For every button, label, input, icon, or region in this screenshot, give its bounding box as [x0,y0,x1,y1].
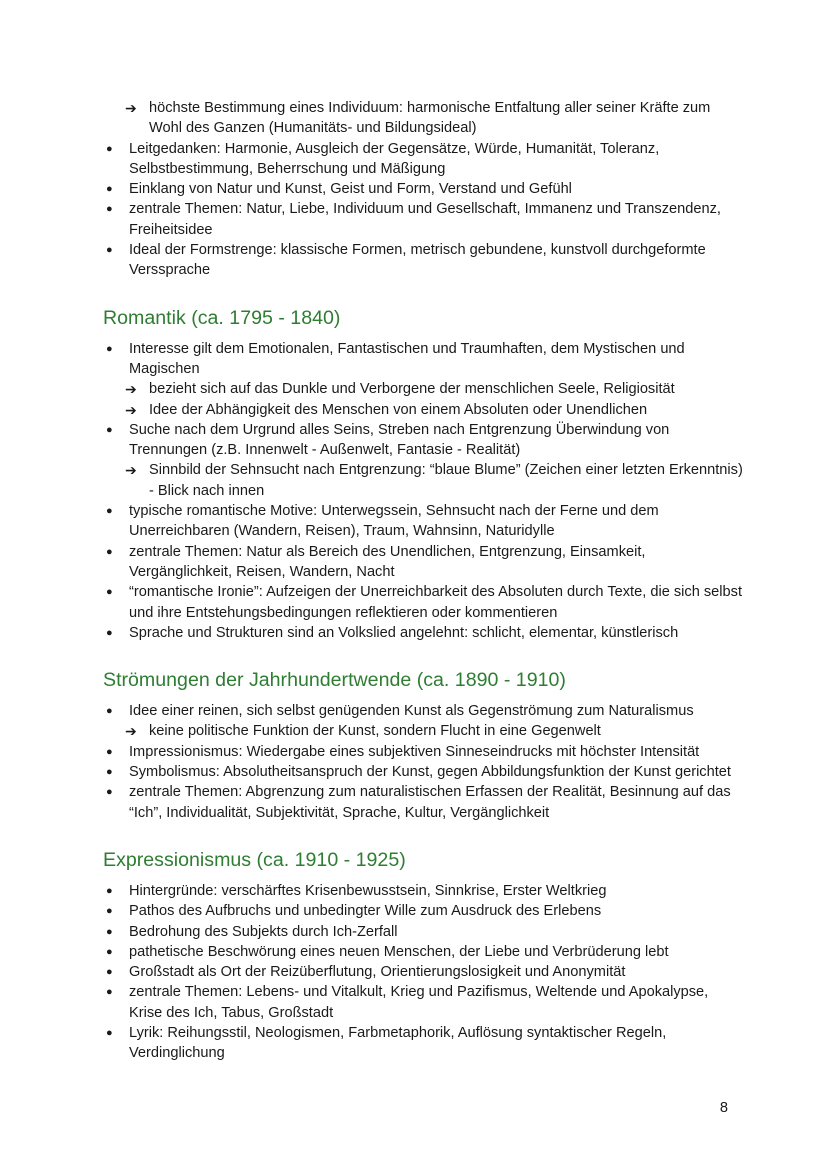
arrow-list-item: ➔ Sinnbild der Sehnsucht nach Entgrenzung: “blaue Blume” (Zeichen einer letzten Erkenntnis) - Blick nach innen [103,460,743,501]
bullet-list-item: ● Ideal der Formstrenge: klassische Formen, metrisch gebundene, kunstvoll durchgeformte Verssprache [103,240,743,281]
arrow-list-item: ➔ höchste Bestimmung eines Individuum: harmonische Entfaltung aller seiner Kräfte zum Wohl des Ganzen (Humanitäts- und Bildungsideal) [103,98,743,139]
bullet-list-item: ● zentrale Themen: Abgrenzung zum naturalistischen Erfassen der Realität, Besinnung auf das “Ich”, Individualität, Subjektivität, Sprache, Kultur, Vergänglichkeit [103,782,743,823]
bullet-list-item: ● Symbolismus: Absolutheitsanspruch der Kunst, gegen Abbildungsfunktion der Kunst gerichtet [103,762,743,782]
bullet-list-item: ● Sprache und Strukturen sind an Volkslied angelehnt: schlicht, elementar, künstlerisch [103,623,743,643]
section-heading: Strömungen der Jahrhundertwende (ca. 1890 - 1910) [103,669,566,692]
bullet-list-item: ● pathetische Beschwörung eines neuen Menschen, der Liebe und Verbrüderung lebt [103,942,743,962]
bullet-list-item: ● zentrale Themen: Natur als Bereich des Unendlichen, Entgrenzung, Einsamkeit, Vergänglichkeit, Reisen, Wandern, Nacht [103,542,743,583]
arrow-list-item: ➔ Idee der Abhängigkeit des Menschen von einem Absoluten oder Unendlichen [103,400,743,420]
bullet-list-item: ● Pathos des Aufbruchs und unbedingter Wille zum Ausdruck des Erlebens [103,901,743,921]
bullet-list-item: ● Lyrik: Reihungsstil, Neologismen, Farbmetaphorik, Auflösung syntaktischer Regeln, Verdinglichung [103,1023,743,1064]
section [103,305,743,643]
bullet-list-item: ● Suche nach dem Urgrund alles Seins, Streben nach Entgrenzung Überwindung von Trennungen (z.B. Innenwelt - Außenwelt, Fantasie - Realität) [103,420,743,461]
section-list [103,701,743,823]
bullet-list-item: ● “romantische Ironie”: Aufzeigen der Unerreichbarkeit des Absoluten durch Texte, die sich selbst und ihre Entstehungsbedingungen reflektieren oder kommentieren [103,582,743,623]
bullet-list-item: ● Bedrohung des Subjekts durch Ich-Zerfall [103,922,743,942]
bullet-list-item: ● Einklang von Natur und Kunst, Geist und Form, Verstand und Gefühl [103,179,743,199]
section-heading: Expressionismus (ca. 1910 - 1925) [103,848,406,871]
bullet-list-item: ● zentrale Themen: Lebens- und Vitalkult, Krieg und Pazifismus, Weltende und Apokalypse, Krise des Ich, Tabus, Großstadt [103,982,743,1023]
sections-container [103,305,743,1064]
page-number: 8 [719,1100,728,1116]
section-list [103,339,743,643]
bullet-list-item: ● zentrale Themen: Natur, Liebe, Individuum und Gesellschaft, Immanenz und Transzendenz, Freiheitsidee [103,199,743,240]
bullet-list-item: ● Interesse gilt dem Emotionalen, Fantastischen und Traumhaften, dem Mystischen und Magischen [103,339,743,380]
section-list [103,881,743,1064]
bullet-list-item: ● typische romantische Motive: Unterwegssein, Sehnsucht nach der Ferne und dem Unerreichbaren (Wandern, Reisen), Traum, Wahnsinn, Naturidylle [103,501,743,542]
bullet-list-item: ● Idee einer reinen, sich selbst genügenden Kunst als Gegenströmung zum Naturalismus [103,701,743,721]
section [103,847,743,1064]
bullet-list-item: ● Großstadt als Ort der Reizüberflutung, Orientierungslosigkeit und Anonymität [103,962,743,982]
arrow-list-item: ➔ keine politische Funktion der Kunst, sondern Flucht in eine Gegenwelt [103,721,743,741]
arrow-list-item: ➔ bezieht sich auf das Dunkle und Verborgene der menschlichen Seele, Religiosität [103,379,743,399]
bullet-list-item: ● Leitgedanken: Harmonie, Ausgleich der Gegensätze, Würde, Humanität, Toleranz, Selbstbestimmung, Beherrschung und Mäßigung [103,139,743,180]
page-content [103,98,743,1064]
bullet-list-item: ● Hintergründe: verschärftes Krisenbewusstsein, Sinnkrise, Erster Weltkrieg [103,881,743,901]
section [103,667,743,823]
section-heading: Romantik (ca. 1795 - 1840) [103,306,341,329]
intro-list [103,98,743,281]
bullet-list-item: ● Impressionismus: Wiedergabe eines subjektiven Sinneseindrucks mit höchster Intensität [103,742,743,762]
